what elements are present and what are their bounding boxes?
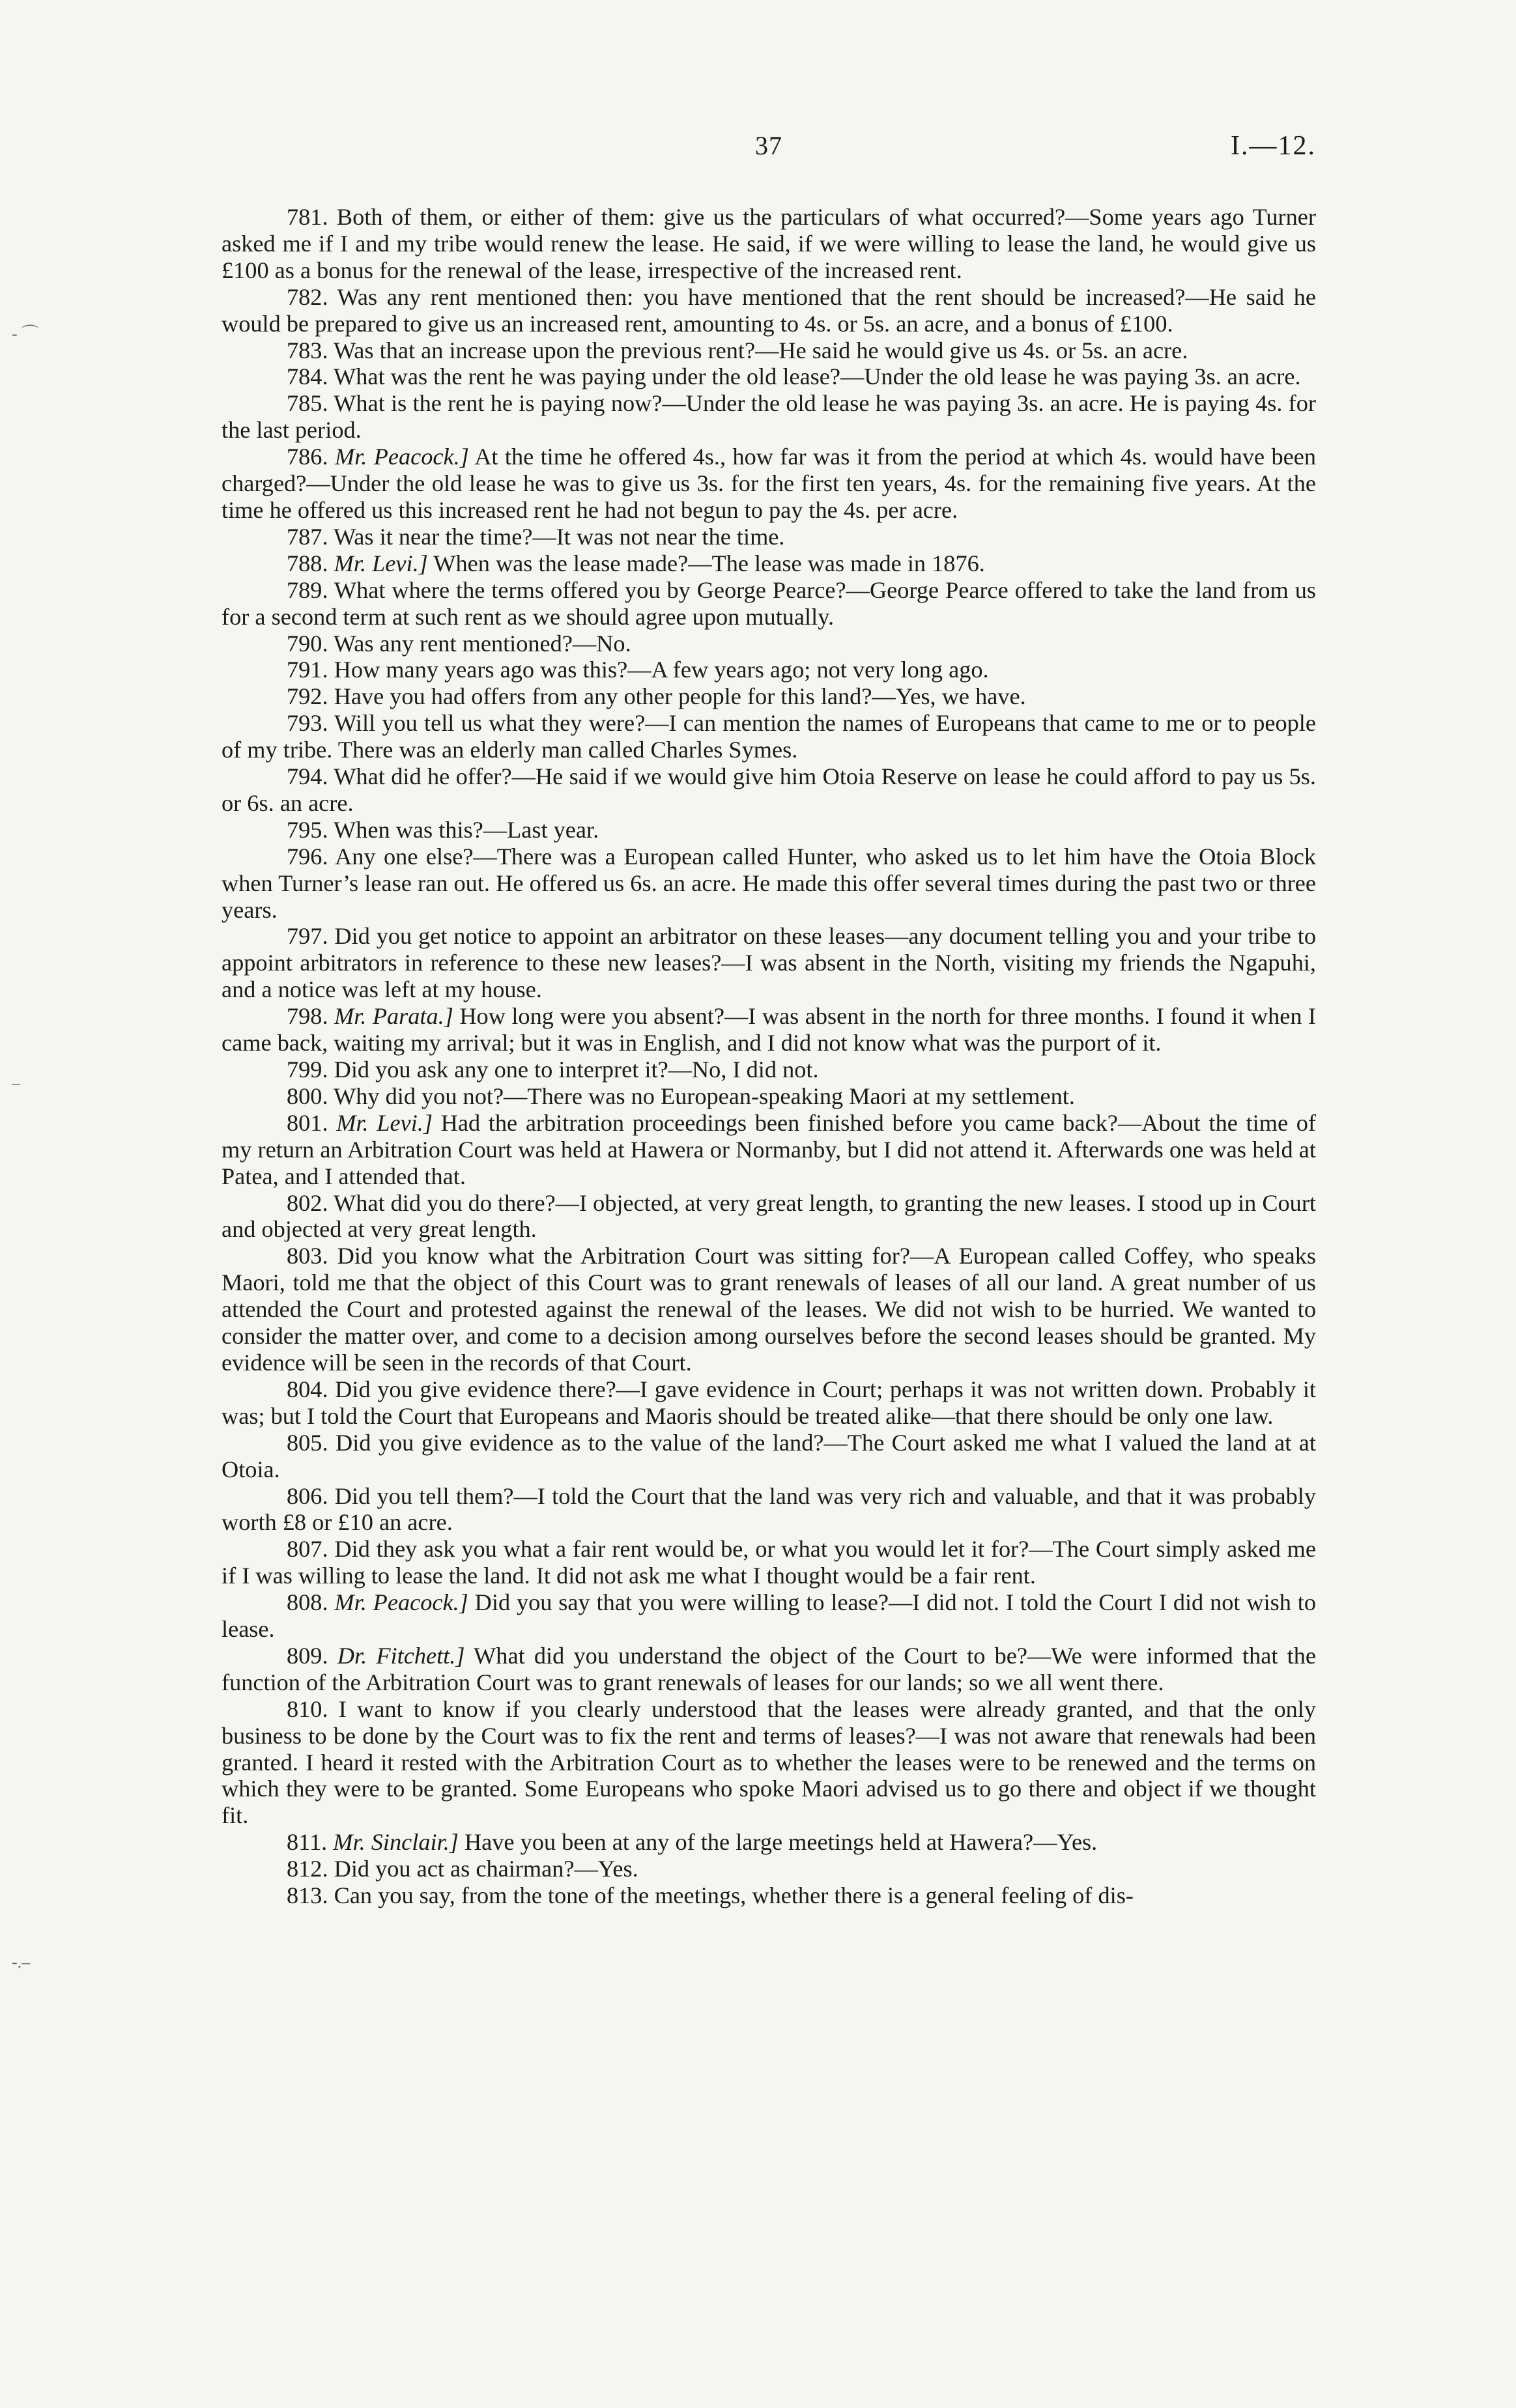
question-number: 811. xyxy=(287,1829,328,1856)
evidence-paragraph xyxy=(222,1483,1316,1537)
question-number: 808. xyxy=(287,1589,328,1616)
question-answer-text: Can you say, from the tone of the meetings, whether there is a general feeling of dis- xyxy=(334,1882,1134,1909)
question-number: 801. xyxy=(287,1109,328,1136)
question-answer-text: When was this?—Last year. xyxy=(333,816,599,843)
question-answer-text: At the time he offered 4s., how far was it from the period at which 4s. would have been charged?—Under the old lease he was to give us 3s. for the first ten years, 4s. for the remaining five years. At the time he offered us this increased rent he had not begun to pay the 4s. per acre. xyxy=(222,444,1316,523)
evidence-text xyxy=(222,204,1316,1909)
evidence-paragraph xyxy=(222,1003,1316,1056)
question-number: 796. xyxy=(287,843,328,870)
question-answer-text: Did you act as chairman?—Yes. xyxy=(334,1856,638,1882)
question-number: 785. xyxy=(287,390,328,417)
question-number: 794. xyxy=(287,763,328,790)
question-answer-text: Did they ask you what a fair rent would be, or what you would let it for?—The Court simply asked me if I was willing to lease the land. It did not ask me what I thought would be a fair rent. xyxy=(222,1536,1317,1589)
question-number: 781. xyxy=(287,204,328,230)
question-number: 812. xyxy=(287,1856,328,1882)
speaker-name: Mr. Parata.] xyxy=(334,1003,453,1030)
question-number: 807. xyxy=(287,1536,328,1563)
question-answer-text: Did you tell them?—I told the Court that the land was very rich and valuable, and that it was probably worth £8 or £10 an acre. xyxy=(222,1482,1316,1536)
evidence-paragraph xyxy=(222,1856,1316,1882)
question-number: 795. xyxy=(287,816,328,843)
question-number: 784. xyxy=(287,363,328,390)
question-answer-text: Did you ask any one to interpret it?—No, I did not. xyxy=(334,1056,819,1083)
question-answer-text: What did you understand the object of the Court to be?—We were informed that the function of the Arbitration Court was to grant renewals of leases for our lands; so we all went there. xyxy=(222,1642,1316,1695)
speaker-name: Dr. Fitchett.] xyxy=(337,1642,465,1669)
question-number: 782. xyxy=(287,283,328,310)
question-answer-text: When was the lease made?—The lease was made in 1876. xyxy=(433,550,985,576)
question-answer-text: Why did you not?—There was no European-speaking Maori at my settlement. xyxy=(333,1083,1075,1109)
question-answer-text: Did you say that you were willing to lease?—I did not. I told the Court I did not wish to lease. xyxy=(222,1589,1316,1643)
evidence-paragraph xyxy=(222,1110,1316,1190)
evidence-paragraph xyxy=(222,710,1316,763)
evidence-paragraph xyxy=(222,444,1316,524)
page-header xyxy=(222,130,1316,169)
evidence-paragraph xyxy=(222,550,1316,577)
question-number: 791. xyxy=(287,657,328,683)
question-number: 804. xyxy=(287,1376,328,1402)
question-number: 800. xyxy=(287,1083,328,1109)
evidence-paragraph xyxy=(222,763,1316,817)
speaker-name: Mr. Sinclair.] xyxy=(333,1829,459,1856)
question-number: 803. xyxy=(287,1243,328,1269)
evidence-paragraph xyxy=(222,1190,1316,1243)
question-number: 802. xyxy=(287,1189,328,1216)
question-answer-text: Had the arbitration proceedings been finished before you came back?—About the time of my return an Arbitration Court was held at Hawera or Normanby, but I did not attend it. Afterwards one was held at Patea, and I attended that. xyxy=(222,1109,1316,1189)
evidence-paragraph xyxy=(222,337,1316,364)
evidence-paragraph xyxy=(222,284,1316,337)
evidence-paragraph xyxy=(222,817,1316,843)
question-answer-text: Any one else?—There was a European called Hunter, who asked us to let him have the Otoia Block when Turner’s lease ran out. He offered us 6s. an acre. He made this offer several times during the past two or three years. xyxy=(222,843,1316,923)
question-answer-text: Will you tell us what they were?—I can mention the names of Europeans that came to me or to people of my tribe. There was an elderly man called Charles Symes. xyxy=(222,710,1316,763)
question-number: 797. xyxy=(287,923,328,950)
evidence-paragraph xyxy=(222,630,1316,657)
question-number: 792. xyxy=(287,683,328,710)
question-answer-text: Was it near the time?—It was not near the time. xyxy=(333,523,785,550)
evidence-paragraph xyxy=(222,843,1316,924)
question-answer-text: Was any rent mentioned?—No. xyxy=(333,630,631,657)
question-answer-text: Did you get notice to appoint an arbitrator on these leases—any document telling you and your tribe to appoint arbitrators in reference to these new leases?—I was absent in the North, visiting my friends the Ngapuhi, and a notice was left at my house. xyxy=(222,923,1316,1003)
margin-mark-top: - ⌒ xyxy=(12,324,39,343)
evidence-paragraph xyxy=(222,1083,1316,1110)
document-reference: I.—12. xyxy=(1231,131,1316,161)
evidence-paragraph xyxy=(222,577,1316,630)
question-number: 810. xyxy=(287,1695,328,1722)
question-number: 787. xyxy=(287,523,328,550)
question-number: 789. xyxy=(287,576,328,603)
question-answer-text: Have you had offers from any other people for this land?—Yes, we have. xyxy=(334,683,1026,710)
question-number: 788. xyxy=(287,550,328,576)
evidence-paragraph xyxy=(222,1829,1316,1856)
evidence-paragraph xyxy=(222,1243,1316,1376)
speaker-name: Mr. Peacock.] xyxy=(334,1589,468,1616)
question-number: 790. xyxy=(287,630,328,657)
question-answer-text: Was any rent mentioned then: you have mentioned that the rent should be increased?—He said he would be prepared to give us an increased rent, amounting to 4s. or 5s. an acre, and a bonus of £100. xyxy=(222,283,1316,337)
question-number: 806. xyxy=(287,1482,328,1509)
evidence-paragraph xyxy=(222,363,1316,390)
evidence-paragraph xyxy=(222,1536,1316,1589)
page-number: 37 xyxy=(755,131,782,160)
evidence-paragraph xyxy=(222,1643,1316,1696)
speaker-name: Mr. Levi.] xyxy=(334,550,428,576)
question-number: 786. xyxy=(287,444,328,470)
speaker-name: Mr. Peacock.] xyxy=(334,444,469,470)
evidence-paragraph xyxy=(222,1376,1316,1430)
evidence-paragraph xyxy=(222,683,1316,710)
question-number: 783. xyxy=(287,337,328,363)
evidence-paragraph xyxy=(222,657,1316,683)
question-answer-text: What where the terms offered you by George Pearce?—George Pearce offered to take the land from us for a second term at such rent as we should agree upon mutually. xyxy=(222,576,1316,630)
question-answer-text: What did you do there?—I objected, at very great length, to granting the new leases. I stood up in Court and objected at very great length. xyxy=(222,1189,1317,1243)
evidence-paragraph xyxy=(222,204,1316,284)
question-answer-text: Did you give evidence as to the value of the land?—The Court asked me what I valued the land at at Otoia. xyxy=(222,1429,1316,1482)
evidence-paragraph xyxy=(222,923,1316,1003)
question-answer-text: Was that an increase upon the previous rent?—He said he would give us 4s. or 5s. an acre. xyxy=(333,337,1188,363)
question-answer-text: What is the rent he is paying now?—Under the old lease he was paying 3s. an acre. He is paying 4s. for the last period. xyxy=(222,390,1316,444)
question-number: 799. xyxy=(287,1056,328,1083)
evidence-paragraph xyxy=(222,1430,1316,1483)
evidence-paragraph xyxy=(222,524,1316,550)
question-answer-text: Have you been at any of the large meetings held at Hawera?—Yes. xyxy=(464,1829,1098,1856)
evidence-paragraph xyxy=(222,1056,1316,1083)
question-answer-text: Both of them, or either of them: give us the particulars of what occurred?—Some years ago Turner asked me if I and my tribe would renew the lease. He said, if we were willing to lease the land, he would give us £100 as a bonus for the renewal of the lease, irrespective of the increased rent. xyxy=(222,204,1316,283)
question-number: 813. xyxy=(287,1882,328,1909)
evidence-paragraph xyxy=(222,390,1316,444)
margin-mark-middle: – xyxy=(12,1073,20,1092)
question-number: 805. xyxy=(287,1429,328,1456)
question-answer-text: Did you know what the Arbitration Court was sitting for?—A European called Coffey, who speaks Maori, told me that the object of this Court was to grant renewals of leases of all our land. A great number of us attended the Court and protested against the renewal of the leases. We did not wish to be hurried. We wanted to consider the matter over, and come to a decision among ourselves before the second leases should be granted. My evidence will be seen in the records of that Court. xyxy=(222,1243,1316,1376)
evidence-paragraph xyxy=(222,1696,1316,1830)
question-number: 793. xyxy=(287,710,328,737)
question-answer-text: What was the rent he was paying under the old lease?—Under the old lease he was paying 3s. an acre. xyxy=(333,363,1301,390)
question-answer-text: I want to know if you clearly understood that the leases were already granted, and that the only business to be done by the Court was to fix the rent and terms of leases?—I was not aware that renewals had been granted. I heard it rested with the Arbitration Court as to whether the leases were to be renewed and the terms on which they were to be granted. Some Europeans who spoke Maori advised us to go there and object if we thought fit. xyxy=(222,1695,1316,1829)
evidence-paragraph xyxy=(222,1589,1316,1643)
question-number: 809. xyxy=(287,1642,328,1669)
question-answer-text: How long were you absent?—I was absent in the north for three months. I found it when I came back, waiting my arrival; but it was in English, and I did not know what was the purport of it. xyxy=(222,1003,1317,1056)
question-answer-text: What did he offer?—He said if we would give him Otoia Reserve on lease he could afford to pay us 5s. or 6s. an acre. xyxy=(222,763,1316,816)
question-answer-text: How many years ago was this?—A few years ago; not very long ago. xyxy=(334,657,989,683)
question-answer-text: Did you give evidence there?—I gave evidence in Court; perhaps it was not written down. Probably it was; but I told the Court that Europeans and Maoris should be treated alike—that there should be only one law. xyxy=(222,1376,1317,1429)
evidence-paragraph xyxy=(222,1882,1316,1909)
question-number: 798. xyxy=(287,1003,328,1030)
margin-mark-bottom: -.– xyxy=(12,1953,31,1972)
speaker-name: Mr. Levi.] xyxy=(336,1109,433,1136)
